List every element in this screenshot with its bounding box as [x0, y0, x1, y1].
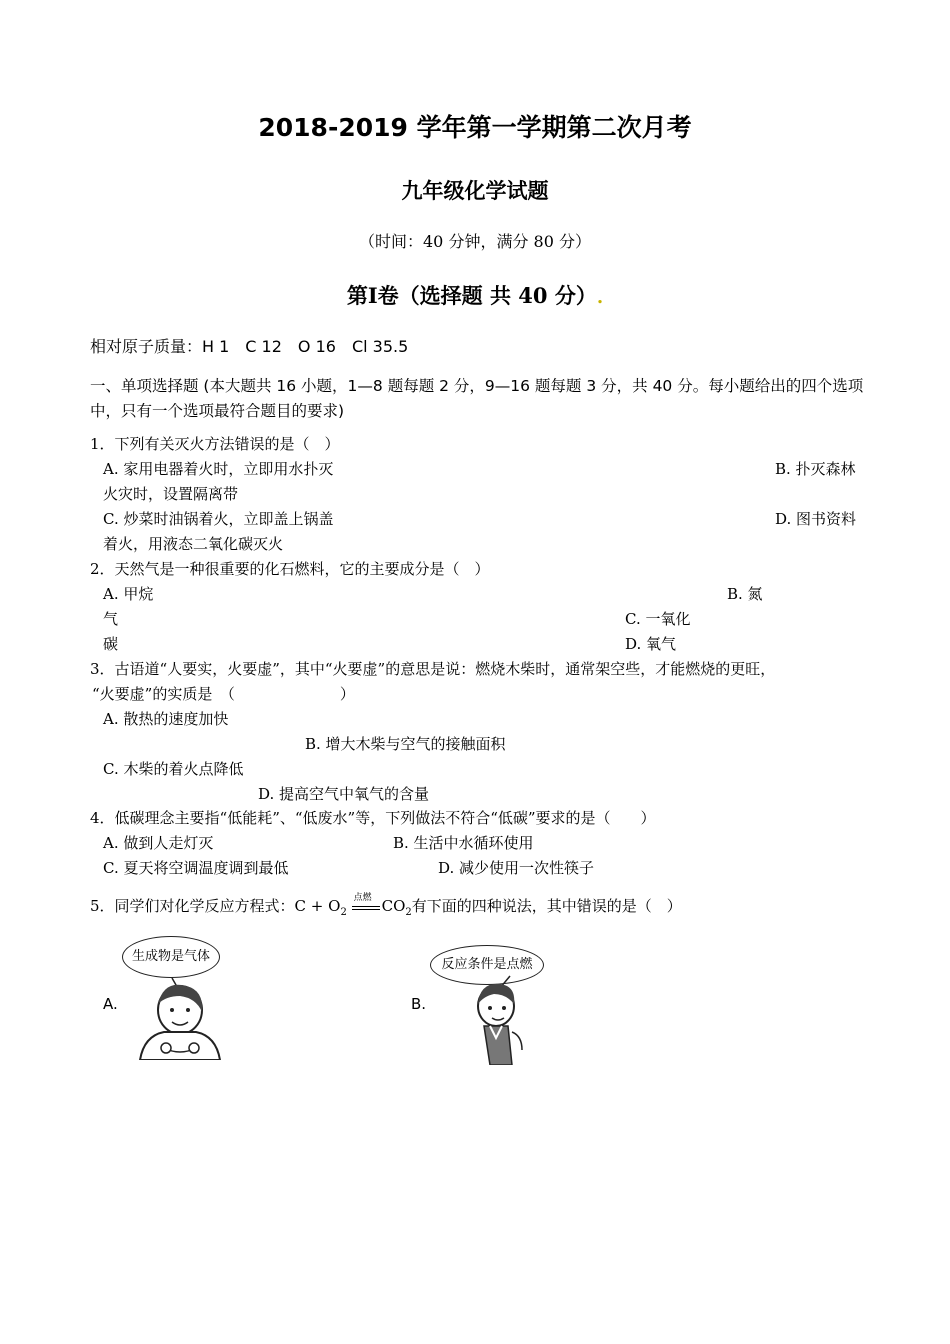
q2-option-c-cont: 碳: [103, 635, 119, 653]
section-instruction: 一、单项选择题 (本大题共 16 小题，1—8 题每题 2 分，9—16 题每题 3 分，共 40 分。每小题给出的四个选项中，只有一个选项最符合题目的要求): [90, 377, 864, 420]
q2-option-b: B. 氮: [727, 585, 763, 603]
reaction-condition-arrow: [352, 893, 382, 914]
q2-option-a: A. 甲烷: [103, 585, 154, 603]
q5-stem-pre: 5．同学们对化学反应方程式：C + O: [90, 897, 341, 915]
q3-option-b: B. 增大木柴与空气的接触面积: [305, 735, 506, 753]
q3-stem-cont: “火要虚”的实质是 （ ）: [92, 685, 355, 703]
part-title: [0, 280, 950, 310]
q2-option-d: D. 氧气: [625, 635, 677, 653]
q3-option-d: D. 提高空气中氧气的含量: [258, 785, 430, 803]
q1-option-d-cont: 着火，用液态二氧化碳灭火: [103, 535, 284, 553]
q5-option-b-label: B.: [411, 995, 427, 1013]
q1-option-c: C. 炒菜时油锅着火，立即盖上锅盖: [103, 510, 334, 528]
exam-subtitle: 九年级化学试题: [401, 178, 549, 203]
exam-title: 2018-2019 学年第一学期第二次月考: [258, 113, 692, 142]
q5-sub-co2: 2: [405, 907, 412, 918]
q5-option-a-label: A.: [103, 995, 118, 1013]
q2-option-b-cont: 气: [103, 610, 119, 628]
time-note: （时间：40 分钟，满分 80 分）: [359, 232, 591, 251]
atomic-masses: 相对原子质量：H 1 C 12 O 16 Cl 35.5: [90, 337, 409, 356]
q4-option-d: D. 减少使用一次性筷子: [438, 859, 595, 877]
student-a-illustration: [120, 960, 240, 1060]
q4-stem: 4．低碳理念主要指“低能耗”、“低废水”等，下列做法不符合“低碳”要求的是（ ）: [90, 809, 656, 827]
reaction-condition: 点燃: [353, 893, 372, 903]
q1-option-d: D. 图书资料: [775, 510, 857, 528]
q5-sub-o2: 2: [340, 907, 347, 918]
q3-option-a: A. 散热的速度加快: [103, 710, 229, 728]
q1-stem: 1．下列有关灭火方法错误的是（ ）: [90, 435, 340, 453]
speech-bubble-b: 反应条件是点燃: [430, 945, 544, 985]
part-title-text: 第Ⅰ卷（选择题 共 40 分）: [346, 283, 597, 308]
q1-option-b: B. 扑灭森林: [775, 460, 856, 478]
q1-option-a: A. 家用电器着火时，立即用水扑灭: [103, 460, 334, 478]
q3-option-c: C. 木柴的着火点降低: [103, 760, 244, 778]
student-b-illustration: [450, 970, 550, 1065]
q1-option-b-cont: 火灾时，设置隔离带: [103, 485, 239, 503]
q2-option-c: C. 一氧化: [625, 610, 691, 628]
q5-stem-mid: CO: [381, 897, 406, 915]
q4-option-b: B. 生活中水循环使用: [393, 834, 534, 852]
speech-bubble-a: 生成物是气体: [122, 936, 220, 978]
q2-stem: 2．天然气是一种很重要的化石燃料，它的主要成分是（ ）: [90, 560, 490, 578]
q4-option-c: C. 夏天将空调温度调到最低: [103, 859, 289, 877]
part-title-dot: .: [596, 287, 604, 308]
q4-option-a: A. 做到人走灯灭: [103, 834, 214, 852]
q3-stem: 3．古语道“人要实，火要虚”，其中“火要虚”的意思是说：燃烧木柴时，通常架空些，才能燃烧的更旺，: [90, 660, 776, 678]
q5-stem-post: 有下面的四种说法，其中错误的是（ ）: [411, 897, 682, 915]
q5-stem: [90, 893, 682, 923]
